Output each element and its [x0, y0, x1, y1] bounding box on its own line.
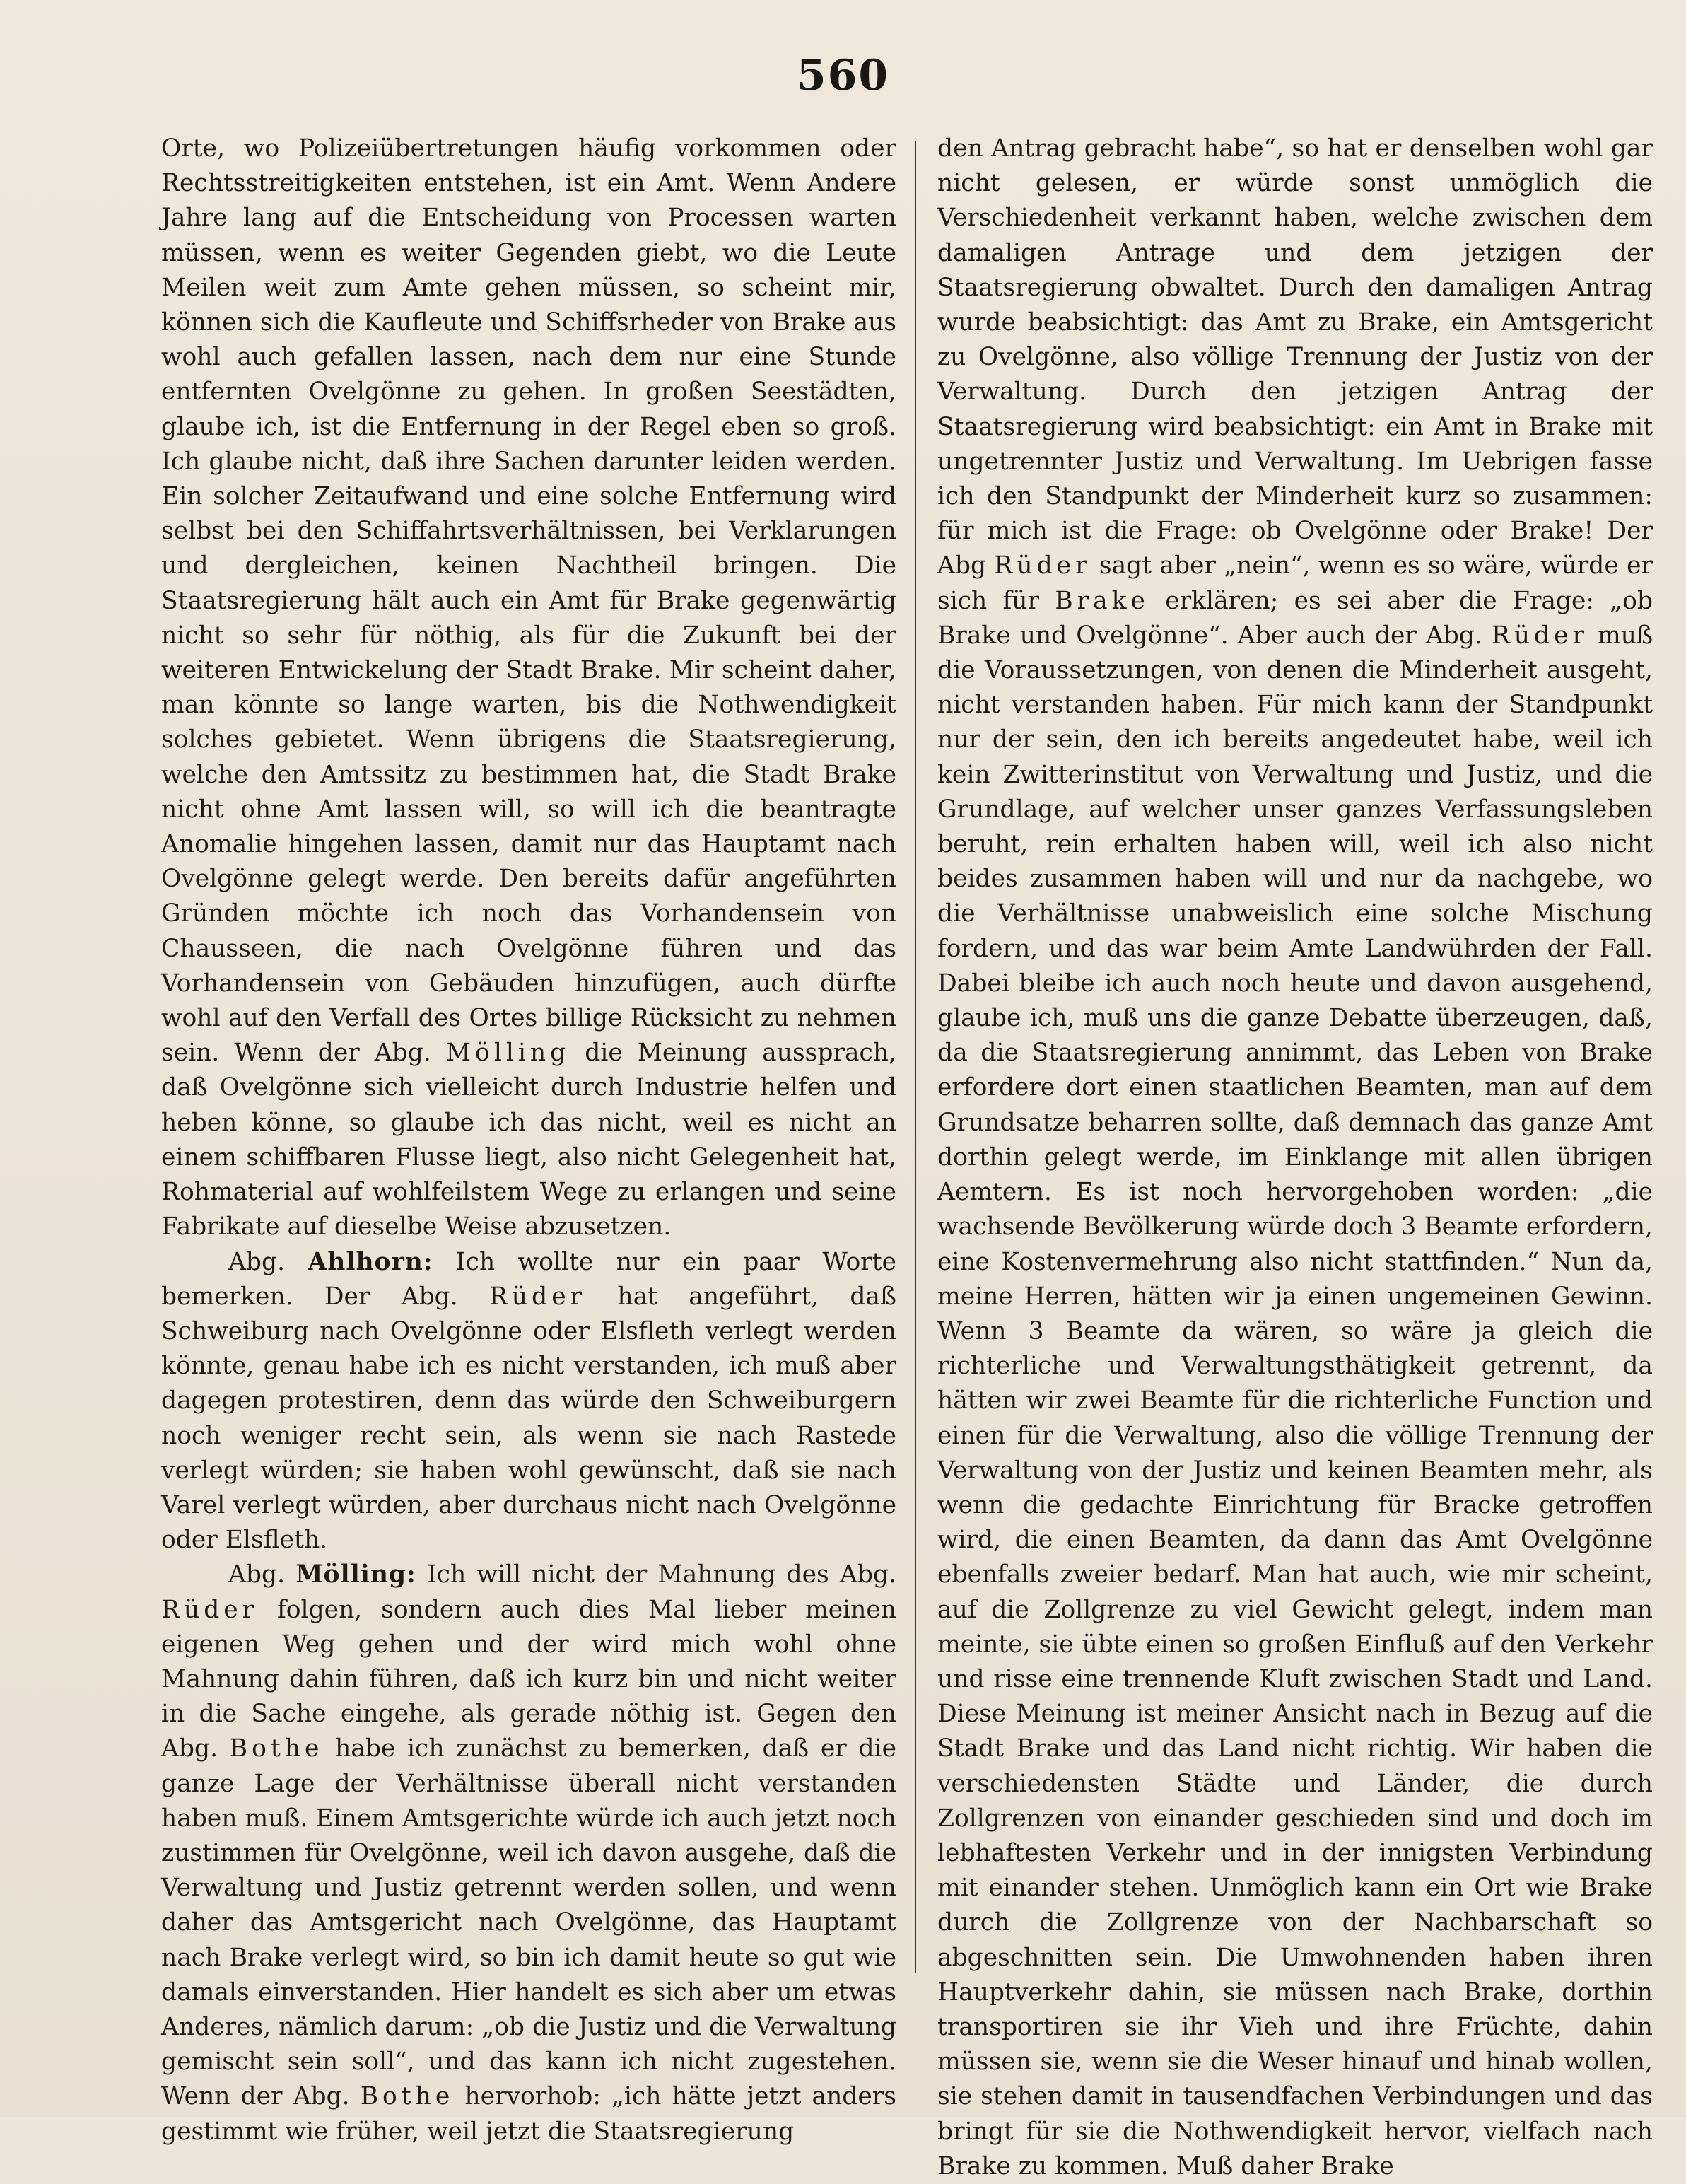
- paragraph-continued: [937, 132, 1653, 2184]
- paragraph-text: erklären; es sei aber die Frage: „ob Brake und Ovelgönne“. Aber auch der Abg.: [937, 586, 1653, 650]
- speaker-prefix: Abg.: [228, 1247, 286, 1276]
- right-column: [937, 132, 1653, 2184]
- paragraph-1: [161, 132, 896, 1245]
- paragraph-text: hervorhob: „ich hätte jetzt anders gestimmt wie früher, weil jetzt die Staatsregierung: [161, 2082, 896, 2146]
- paragraph-text: sagt aber „nein“, wenn es so wäre, würde er sich für: [937, 551, 1653, 615]
- paragraph-text: die Meinung aussprach, daß Ovelgönne sich vielleicht durch Industrie helfen und heben könne, so glaube ich das nicht, weil es nicht an einem schiffbaren Flusse liegt, also nicht Gelegenheit hat, Rohmaterial auf wohlfeilstem Wege zu erlangen und seine Fabrikate auf dieselbe Weise abzusetzen.: [161, 1039, 897, 1242]
- column-divider: [915, 141, 916, 1973]
- member-name: Mölling: [445, 1039, 570, 1068]
- speaker-name: Ahlhorn:: [308, 1247, 433, 1276]
- paragraph-text: den Antrag gebracht habe“, so hat er denselben wohl gar nicht gelesen, er würde sonst unmöglich die Verschiedenheit verkannt haben, welche zwischen dem damaligen Antrage und dem jetzigen der Staatsregierung obwaltet. Durch den damaligen Antrag wurde beabsichtigt: das Amt zu Brake, ein Amtsgericht zu Ovelgönne, also völlige Trennung der Justiz von der Verwaltung. Durch den jetzigen Antrag der Staatsregierung wird beabsichtigt: ein Amt in Brake mit ungetrennter Justiz und Verwaltung. Im Uebrigen fasse ich den Standpunkt der Minderheit kurz so zusammen: für mich ist die Frage: ob Ovelgönne oder Brake! Der Abg: [937, 134, 1653, 580]
- paragraph-3: [161, 1558, 896, 2149]
- member-name: Bothe: [360, 2082, 455, 2111]
- speaker-prefix: Abg.: [228, 1560, 286, 1589]
- paragraph-2: [161, 1245, 896, 1558]
- member-name: Rüder: [161, 1595, 259, 1624]
- member-name: Rüder: [994, 551, 1091, 580]
- member-name: Rüder: [488, 1282, 587, 1311]
- page-number: 560: [796, 51, 890, 100]
- place-name: Brake: [1055, 586, 1149, 615]
- paragraph-text: hat angeführt, daß Schweiburg nach Ovelgönne oder Elsfleth verlegt werden könnte, genau habe ich es nicht verstanden, ich muß aber dagegen protestiren, denn das würde den Schweiburgern noch weniger recht sein, als wenn sie nach Rastede verlegt würden; sie haben wohl gewünscht, daß sie nach Varel verlegt würden, aber durchaus nicht nach Ovelgönne oder Elsfleth.: [161, 1282, 897, 1555]
- member-name: Bothe: [229, 1734, 324, 1763]
- paragraph-text: folgen, sondern auch dies Mal lieber meinen eigenen Weg gehen und der wird mich wohl ohne Mahnung dahin führen, daß ich kurz bin und nicht weiter in die Sache eingehe, als gerade nöthig ist. Gegen den Abg.: [161, 1595, 897, 1763]
- speaker-name: Mölling:: [295, 1560, 416, 1589]
- paragraph-text: muß die Voraussetzungen, von denen die Minderheit ausgeht, nicht verstanden haben. Für mich kann der Standpunkt nur der sein, den ich bereits angedeutet habe, weil ich kein Zwitterinstitut von Verwaltung und Justiz, und die Grundlage, auf welcher unser ganzes Verfassungsleben beruht, rein erhalten haben will, weil ich also nicht beides zusammen haben will und nur da nachgebe, wo die Verhältnisse unabweislich eine solche Mischung fordern, und das war beim Amte Landwührden der Fall. Dabei bleibe ich auch noch heute und davon ausgehend, glaube ich, muß uns die ganze Debatte überzeugen, daß, da die Staatsregierung annimmt, das Leben von Brake erfordere dort einen staatlichen Beamten, man auf dem Grundsatze beharren sollte, daß demnach das ganze Amt dorthin gelegt werde, im Einklange mit allen übrigen Aemtern. Es ist noch hervorgehoben worden: „die wachsende Bevölkerung würde doch 3 Beamte erfordern, eine Kostenvermehrung also nicht stattfinden.“ Nun da, meine Herren, hätten wir ja einen ungemeinen Gewinn. Wenn 3 Beamte da wären, so wäre ja gleich die richterliche und Verwaltungsthätigkeit getrennt, da hätten wir zwei Beamte für die richterliche Function und einen für die Verwaltung, also die völlige Trennung der Verwaltung von der Justiz und keinen Beamten mehr, als wenn die gedachte Einrichtung für Bracke getroffen wird, die einen Beamten, da dann das Amt Ovelgönne ebenfalls zweier bedarf. Man hat auch, wie mir scheint, auf die Zollgrenze zu viel Gewicht gelegt, indem man meinte, sie übte einen so großen Einfluß auf den Verkehr und risse eine trennende Kluft zwischen Stadt und Land. Diese Meinung ist meiner Ansicht nach in Bezug auf die Stadt Brake und das Land nicht richtig. Wir haben die verschiedensten Städte und Länder, die durch Zollgrenzen von einander geschieden sind und doch im lebhaftesten Verkehr und in der innigsten Verbindung mit einander stehen. Unmöglich kann ein Ort wie Brake durch die Zollgrenze von der Nachbarschaft so abgeschnitten sein. Die Umwohnenden haben ihren Hauptverkehr dahin, sie müssen nach Brake, dorthin transportiren sie ihr Vieh und ihre Früchte, dahin müssen sie, wenn sie die Weser hinauf und hinab wollen, sie stehen damit in tausendfachen Verbindungen und das bringt für sie die Nothwendigkeit hervor, vielfach nach Brake zu kommen. Muß daher Brake: [937, 621, 1653, 2180]
- paragraph-text: habe ich zunächst zu bemerken, daß er die ganze Lage der Verhältnisse überall nicht verstanden haben muß. Einem Amtsgerichte würde ich auch jetzt noch zustimmen für Ovelgönne, weil ich davon ausgehe, daß die Verwaltung und Justiz getrennt werden sollen, und wenn daher das Amtsgericht nach Ovelgönne, das Hauptamt nach Brake verlegt wird, so bin ich damit heute so gut wie damals einverstanden. Hier handelt es sich aber um etwas Anderes, nämlich darum: „ob die Justiz und die Verwaltung gemischt sein soll“, und das kann ich nicht zugestehen. Wenn der Abg.: [161, 1734, 897, 2111]
- paragraph-text: Ich wollte nur ein paar Worte bemerken. Der Abg.: [161, 1247, 897, 1311]
- member-name: Rüder: [1491, 621, 1589, 650]
- paragraph-text: Orte, wo Polizeiübertretungen häufig vorkommen oder Rechtsstreitigkeiten entstehen, ist ein Amt. Wenn Andere Jahre lang auf die Entscheidung von Processen warten müssen, wenn es weiter Gegenden giebt, wo die Leute Meilen weit zum Amte gehen müssen, so scheint mir, können sich die Kaufleute und Schiffsrheder von Brake aus wohl auch gefallen lassen, nach dem nur eine Stunde entfernten Ovelgönne zu gehen. In großen Seestädten, glaube ich, ist die Entfernung in der Regel eben so groß. Ich glaube nicht, daß ihre Sachen darunter leiden werden. Ein solcher Zeitaufwand und eine solche Entfernung wird selbst bei den Schiffahrtsverhältnissen, bei Verklarungen und dergleichen, keinen Nachtheil bringen. Die Staatsregierung hält auch ein Amt für Brake gegenwärtig nicht so sehr für nöthig, als für die Zukunft bei der weiteren Entwickelung der Stadt Brake. Mir scheint daher, man könnte so lange warten, bis die Nothwendigkeit solches gebietet. Wenn übrigens die Staatsregierung, welche den Amtssitz zu bestimmen hat, die Stadt Brake nicht ohne Amt lassen will, so will ich die beantragte Anomalie hingehen lassen, damit nur das Hauptamt nach Ovelgönne gelegt werde. Den bereits dafür angeführten Gründen möchte ich noch das Vorhandensein von Chausseen, die nach Ovelgönne führen und das Vorhandensein von Gebäuden hinzufügen, auch dürfte wohl auf den Verfall des Ortes billige Rücksicht zu nehmen sein. Wenn der Abg.: [161, 134, 896, 1068]
- left-column: [161, 132, 896, 2149]
- paragraph-text: Ich will nicht der Mahnung des Abg.: [427, 1560, 897, 1589]
